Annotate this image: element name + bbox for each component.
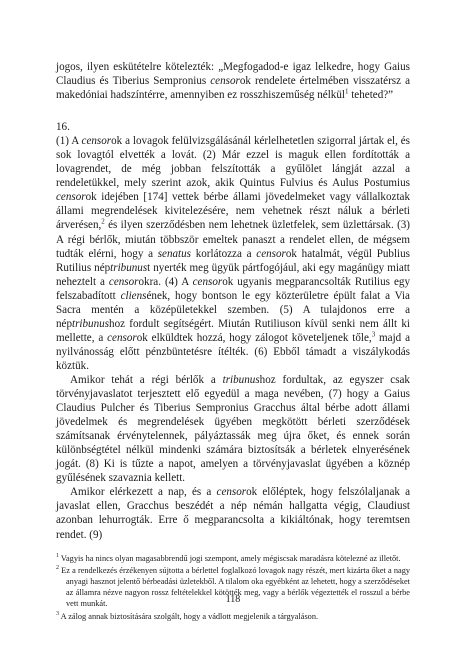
intro-paragraph: jogos, ilyen eskütételre kötelezték: „Megfogadod-e igaz lelkedre, hogy Gaius Claudius és Tiberius Sempronius censorok rendelete értelmében visszatérsz a makedóniai hadszíntérre, amennyiben ez rosszhiszeműség nélkül$^1$ teheted?” bbox=[56, 61, 410, 102]
page-number: 118 bbox=[225, 594, 241, 605]
footnote: $^3$ A zálog annak biztosítására szolgált, hogy a vádlott megjelenik a tárgyaláson. bbox=[56, 610, 319, 621]
footnote: $^1$ Vagyis ha nincs olyan magasabbrendű jogi szempont, amely mégiscsak maradásra kötelezné az illetőt. bbox=[56, 552, 401, 563]
body-paragraph: Amikor tehát a régi bérlők a tribunushoz fordultak, az egyszer csak törvényjavaslatot terjesztett elő egyedül a maga nevében, (7) hogy a Gaius Claudius Pulcher és Tiberius Sempronius Gracchus által bérbe adott állami jövedelmek és megrendelések ügyében megkötött bérleti szerződések számítsanak érvénytelennek, pályáztassák meg újra őket, és ennek során különbségtétel nélkül mindenki számára biztosítsák a bérletek elnyerésének jogát. (8) Ki is tűzte a napot, amelyen a törvényjavaslat ügyében a köznép gyűlésének szavaznia kellett. bbox=[56, 373, 410, 485]
body-paragraph: (1) A censorok a lovagok felülvizsgálásánál kérlelhetetlen szigorral jártak el, és sok lovagtól elvették a lovát. (2) Már ezzel is maguk ellen fordították a lovagrendet, de még jobban felszították a gyűlölet lángját azzal a rendeletükkel, mely szerint azok, akik Quintus Fulvius és Aulus Postumius censorok idejében [174] vettek bérbe állami jövedelmeket vagy vállalkoztak állami megrendelések kivitelezésére, nem vehetnek részt náluk a bérleti árverésen,$^2$ és ilyen szerződésben nem lehetnek üzletfelek, sem üzlettársak. (3) A régi bérlők, miután többször emeltek panaszt a rendelet ellen, de mégsem tudták elérni, hogy a senatus korlátozza a censorok hatalmát, végül Publius Rutilius néptribunust nyerték meg ügyük pártfogójául, aki egy magánügy miatt neheztelt a censorokra. (4) A censorok ugyanis megparancsolták Rutilius egy felszabadított cliensének, hogy bontson le egy közterületre épült falat a Via Sacra mentén a középületekkel szemben. (5) A tulajdonos erre a néptribunushoz fordult segítségért. Miután Rutiliuson kívül senki nem állt ki mellette, a censorok elküldtek hozzá, hogy zálogot követeljenek tőle,$^3$ majd a nyilvánosság előtt pénzbüntetésre ítélték. (6) Ebből támadt a viszálykodás köztük. bbox=[56, 135, 410, 372]
footnote: $^2$ Ez a rendelkezés érzékenyen sújtotta a bérlettel foglalkozó lovagok nagy részét, mert kizárta őket a nagy anyagi hasznot jelentő bérbeadási üzletekből. A tilalom oka egyébként az lehetett, hogy a szerződéseket az államra nézve nagyon rossz feltételekkel kötötték meg, vagy a bérlők végeztették el rosszul a bérbe vett munkát. bbox=[56, 565, 410, 608]
section-number: 16. bbox=[56, 121, 70, 134]
body-paragraph: Amikor elérkezett a nap, és a censorok előléptek, hogy felszólaljanak a javaslat ellen, Gracchus beszédét a nép némán hallgatta végig, Claudiust azonban lehurrogták. Erre ő megparancsolta a kikiáltónak, hogy teremtsen rendet. (9) bbox=[56, 486, 411, 541]
footnotes bbox=[56, 554, 410, 623]
